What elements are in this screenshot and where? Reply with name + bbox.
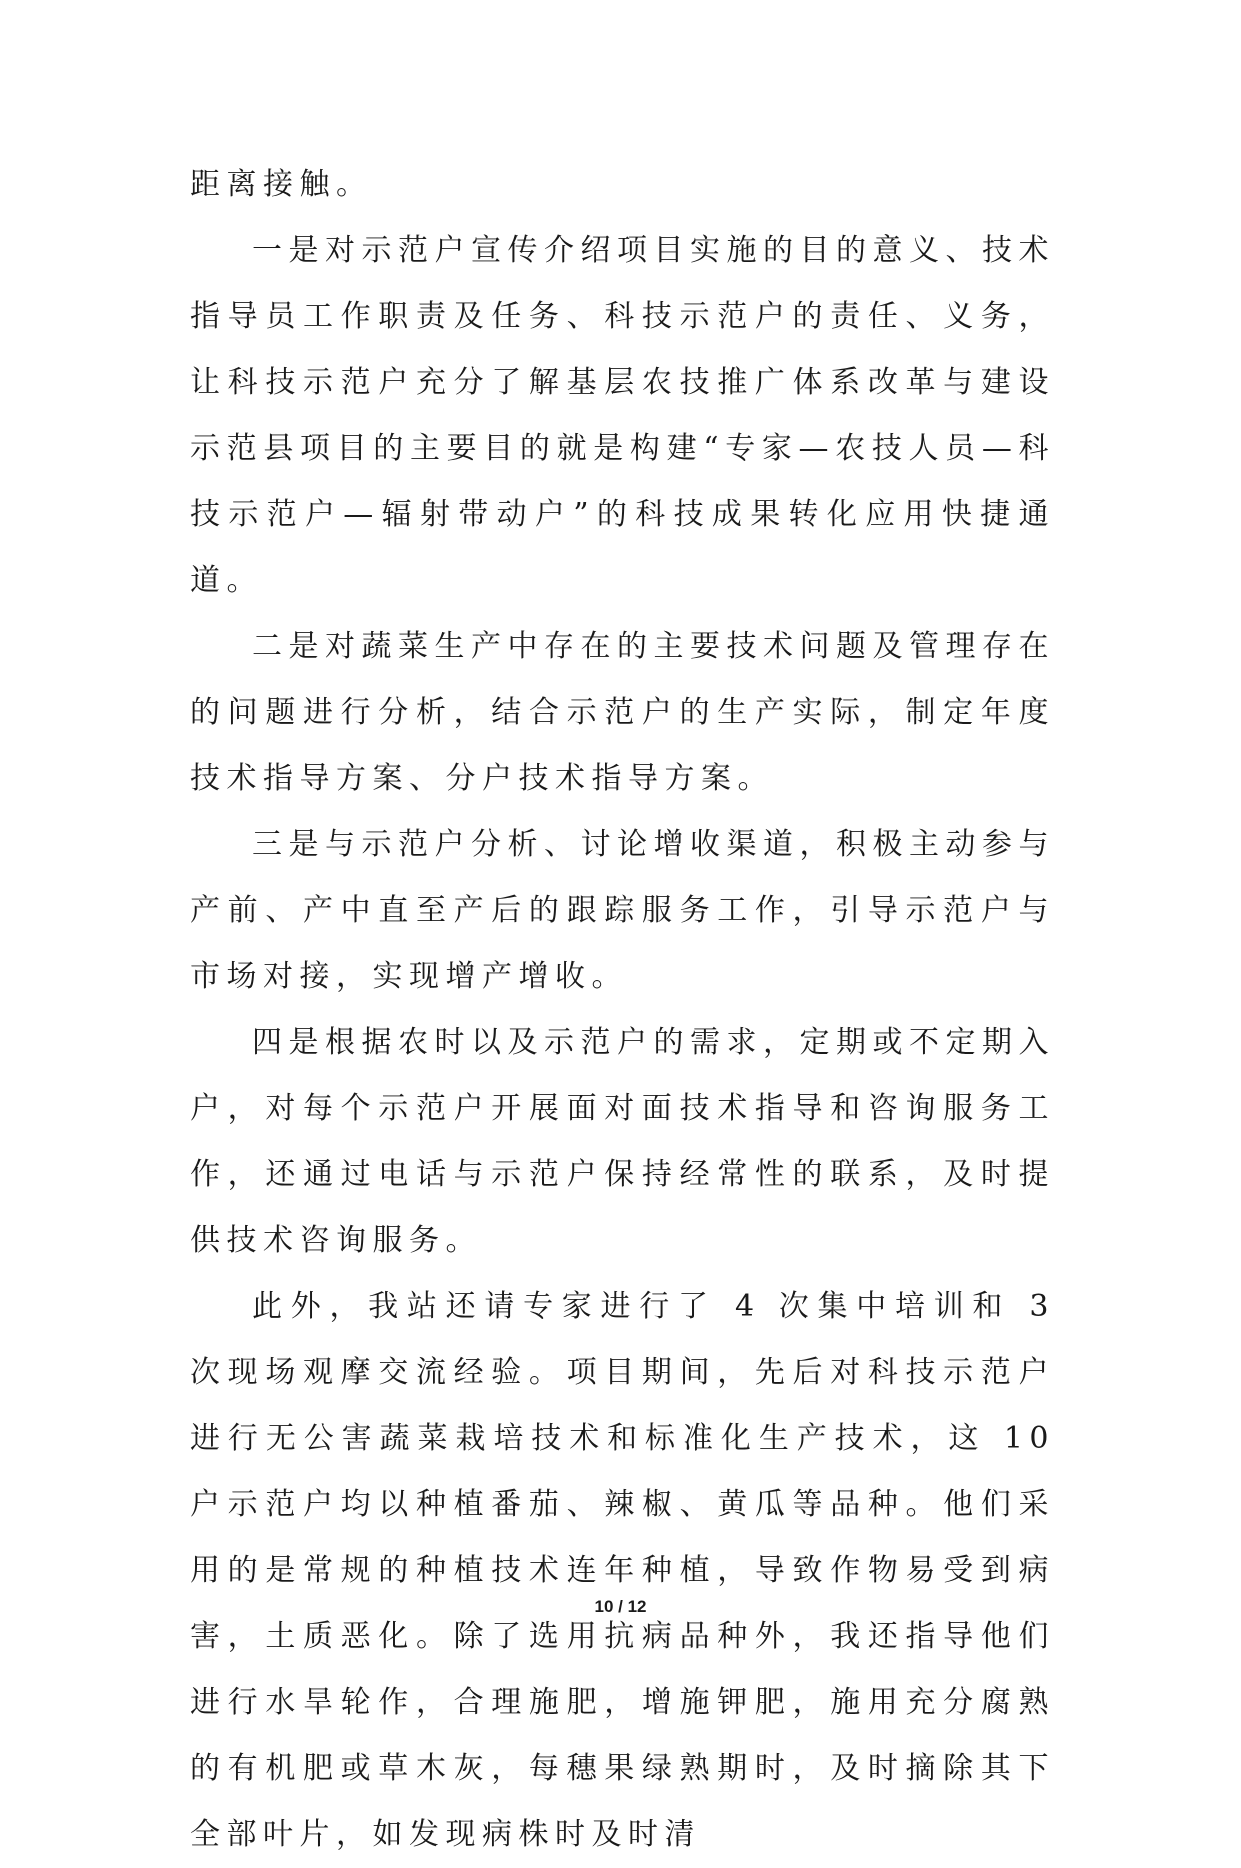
- paragraph-additional: 此外，我站还请专家进行了 4 次集中培训和 3 次现场观摩交流经验。项目期间，先后对科技示范户进行无公害蔬菜栽培技术和标准化生产技术，这 10 户示范户均以种植番茄、辣椒、黄瓜等品种。他们采用的是常规的种植技术连年种植，导致作物易受到病害，土质恶化。除了选用抗病品种外，我还指导他们进行水旱轮作，合理施肥，增施钾肥，施用充分腐熟的有机肥或草木灰，每穗果绿熟期时，及时摘除其下全部叶片，如发现病株时及时清: [190, 1289, 1055, 1852]
- paragraph-item-four: 四是根据农时以及示范户的需求，定期或不定期入户，对每个示范户开展面对面技术指导和咨询服务工作，还通过电话与示范户保持经常性的联系，及时提供技术咨询服务。: [190, 1025, 1055, 1258]
- paragraph-continuation: 距离接触。: [190, 167, 373, 202]
- page-number: 10 / 12: [594, 1597, 647, 1616]
- paragraph-item-two: 二是对蔬菜生产中存在的主要技术问题及管理存在的问题进行分析，结合示范户的生产实际，制定年度技术指导方案、分户技术指导方案。: [190, 629, 1055, 796]
- paragraph-item-three: 三是与示范户分析、讨论增收渠道，积极主动参与产前、产中直至产后的跟踪服务工作，引导示范户与市场对接，实现增产增收。: [190, 827, 1055, 994]
- paragraph-item-one: 一是对示范户宣传介绍项目实施的目的意义、技术指导员工作职责及任务、科技示范户的责任、义务，让科技示范户充分了解基层农技推广体系改革与建设示范县项目的主要目的就是构建“专家—农技人员—科技示范户—辐射带动户”的科技成果转化应用快捷通道。: [190, 233, 1055, 598]
